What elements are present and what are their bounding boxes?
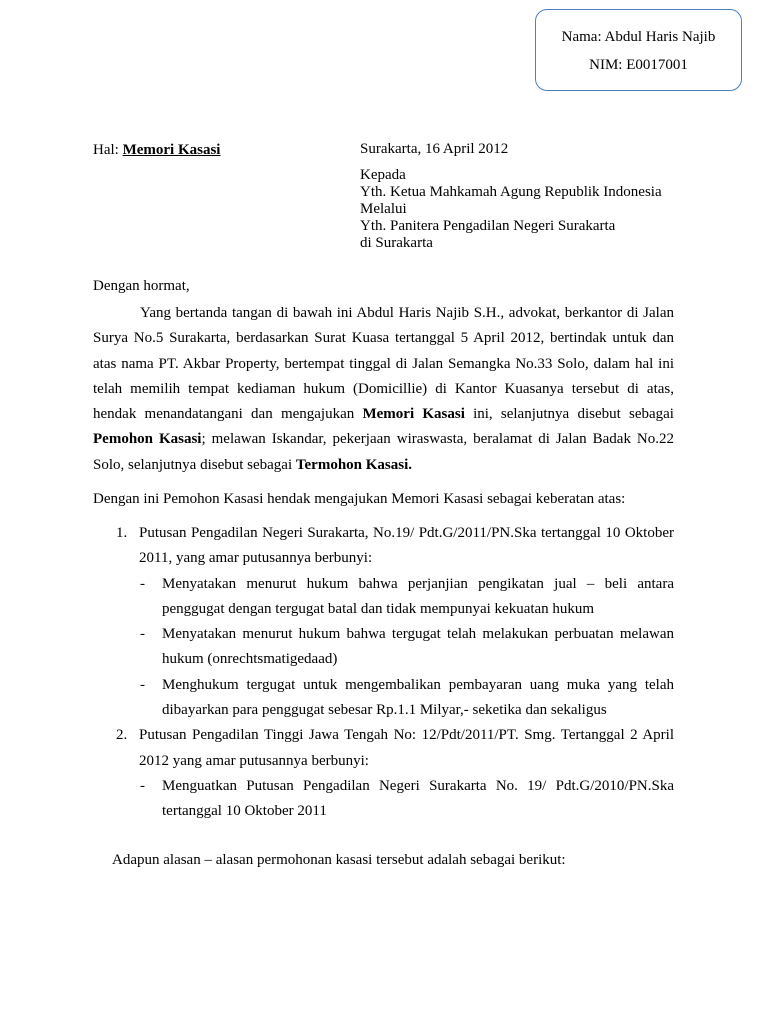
sub-item	[139, 673, 674, 724]
dash-bullet: -	[140, 676, 145, 693]
address-line: Yth. Ketua Mahkamah Agung Republik Indonesia	[360, 184, 662, 200]
body-text: ; melawan Iskandar, pekerjaan wiraswasta, beralamat di Jalan Badak No.22 Solo, selanjutnya disebut sebagai	[93, 431, 674, 473]
sub-item-text: Menghukum tergugat untuk mengembalikan pembayaran uang muka yang telah dibayarkan para penggugat sebesar Rp.1.1 Milyar,- seketika dan sekaligus	[162, 676, 674, 719]
subject-line	[93, 141, 220, 159]
place-date: Surakarta, 16 April 2012	[360, 141, 509, 157]
sub-item-text: Menyatakan menurut hukum bahwa perjanjian pengikatan jual – beli antara penggugat dengan tergugat batal dan tidak mempunyai kekuatan hukum	[162, 575, 674, 617]
address-line: Melalui	[360, 201, 407, 217]
sub-item	[139, 572, 674, 623]
item-number: 1.	[116, 525, 128, 541]
item-number: 2.	[116, 727, 128, 744]
body-paragraph	[93, 301, 674, 478]
address-line: di Surakarta	[360, 235, 433, 251]
subject-label: Hal:	[93, 142, 119, 158]
item-text: Putusan Pengadilan Negeri Surakarta, No.19/ Pdt.G/2011/PN.Ska tertanggal 10 Oktober 2011, yang amar putusannya berbunyi:	[139, 525, 674, 567]
address-block	[360, 141, 662, 252]
address-line: Yth. Panitera Pengadilan Negeri Surakarta	[360, 218, 616, 234]
sub-item-text: Menyatakan menurut hukum bahwa tergugat telah melakukan perbuatan melawan hukum (onrechtsmatigedaad)	[162, 626, 674, 668]
item-text: Putusan Pengadilan Tinggi Jawa Tengah No: 12/Pdt/2011/PT. Smg. Tertanggal 2 April 2012 yang amar putusannya berbunyi:	[139, 727, 674, 769]
body-bold-term: Pemohon Kasasi	[93, 431, 202, 448]
student-nim: NIM: E0017001	[589, 57, 688, 73]
greeting: Dengan hormat,	[93, 278, 190, 294]
student-id-box	[535, 9, 742, 91]
dash-bullet: -	[140, 777, 145, 794]
objection-list	[93, 521, 674, 825]
list-item	[93, 723, 674, 824]
body-bold-term: Termohon Kasasi.	[295, 456, 413, 473]
subject-title: Memori Kasasi	[122, 142, 221, 158]
body-text: Yang bertanda tangan di bawah ini Abdul Haris Najib S.H., advokat, berkantor di Jalan Surya No.5 Surakarta, berdasarkan Surat Kuasa tertanggal 5 April 2012, bertindak untuk dan atas nama PT. Akbar Property, bertempat tinggal di Jalan Semangka No.33 Solo, dalam hal ini telah memilih tempat kediaman hukum (Domicillie) di Kantor Kuasanya tersebut di atas, hendak menandatangani dan mengajukan	[93, 305, 674, 423]
body-bold-term: Memori Kasasi	[362, 406, 465, 423]
student-name: Nama: Abdul Haris Najib	[561, 29, 716, 45]
closing-line: Adapun alasan – alasan permohonan kasasi tersebut adalah sebagai berikut:	[112, 852, 566, 868]
list-item	[93, 521, 674, 723]
sub-item-text: Menguatkan Putusan Pengadilan Negeri Surakarta No. 19/ Pdt.G/2010/PN.Ska tertanggal 10 Oktober 2011	[162, 777, 674, 820]
objection-intro: Dengan ini Pemohon Kasasi hendak mengajukan Memori Kasasi sebagai keberatan atas:	[93, 491, 626, 507]
sub-item	[139, 622, 674, 673]
dash-bullet: -	[140, 626, 145, 643]
sub-item	[139, 774, 674, 825]
body-text: ini, selanjutnya disebut sebagai	[464, 406, 674, 423]
dash-bullet: -	[140, 575, 145, 592]
address-line: Kepada	[360, 167, 406, 183]
